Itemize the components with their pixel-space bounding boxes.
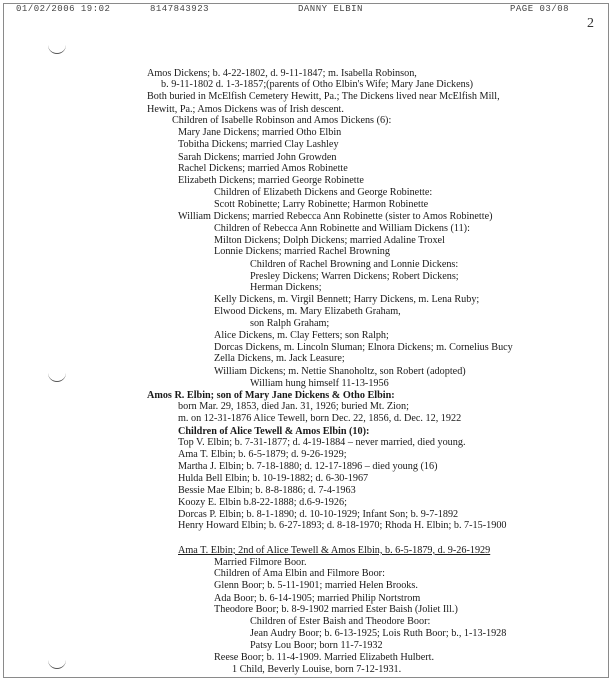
text-line: Zella Dickens, m. Jack Leasure; xyxy=(214,353,345,365)
text-line: Rachel Dickens; married Amos Robinette xyxy=(178,162,348,174)
text-line: Children of Elizabeth Dickens and George Robinette: xyxy=(214,187,433,199)
text-line: b. 9-11-1802 d. 1-3-1857;(parents of Otho Elbin's Wife; Mary Jane Dickens) xyxy=(161,79,474,91)
text-line: Kelly Dickens, m. Virgil Bennett; Harry Dickens, m. Lena Ruby; xyxy=(214,294,480,306)
text-line: Milton Dickens; Dolph Dickens; married Adaline Troxel xyxy=(214,235,445,247)
text-line: Sarah Dickens; married John Growden xyxy=(178,151,337,163)
text-line: Lonnie Dickens; married Rachel Browning xyxy=(214,246,390,258)
text-line: Martha J. Elbin; b. 7-18-1880; d. 12-17-1896 – died young (16) xyxy=(178,461,438,473)
text-line: Dorcas Dickens, m. Lincoln Sluman; Elnora Dickens; m. Cornelius Bucy xyxy=(214,342,513,354)
text-line: Both buried in McElfish Cemetery Hewitt, Pa.; The Dickens lived near McElfish Mill, xyxy=(147,91,500,103)
text-line: 1 Child, Beverly Louise, born 7-12-1931. xyxy=(232,664,402,675)
text-line: Dorcas P. Elbin; b. 8-1-1890; d. 10-10-1929; Infant Son; b. 9-7-1892 xyxy=(178,509,459,521)
fax-sender: DANNY ELBIN xyxy=(298,4,363,14)
section-heading: Amos R. Elbin; son of Mary Jane Dickens & Otho Elbin: xyxy=(147,389,395,401)
text-line: Ada Boor; b. 6-14-1905; married Philip Nortstrom xyxy=(214,592,421,604)
text-line: Reese Boor; b. 11-4-1909. Married Elizabeth Hulbert. xyxy=(214,651,435,663)
text-line: Children of Isabelle Robinson and Amos Dickens (6): xyxy=(172,114,392,126)
text-line: m. on 12-31-1876 Alice Tewell, born Dec. 22, 1856, d. Dec. 12, 1922 xyxy=(178,413,462,425)
text-line: William hung himself 11-13-1956 xyxy=(250,377,389,389)
fax-phone: 8147843923 xyxy=(150,4,210,14)
text-line: Mary Jane Dickens; married Otho Elbin xyxy=(178,127,342,139)
text-line: Children of Ester Baish and Theodore Boor: xyxy=(250,616,431,628)
fax-page-count: PAGE 03/08 xyxy=(510,4,570,14)
text-line: born Mar. 29, 1853, died Jan. 31, 1926; buried Mt. Zion; xyxy=(178,401,409,413)
text-line: Children of Rachel Browning and Lonnie Dickens: xyxy=(250,258,459,270)
text-line: Children of Rebecca Ann Robinette and William Dickens (11): xyxy=(214,222,470,234)
text-line: Tobitha Dickens; married Clay Lashley xyxy=(178,139,339,151)
section-heading: Ama T. Elbin; 2nd of Alice Tewell & Amos Elbin, b. 6-5-1879, d. 9-26-1929 xyxy=(178,544,491,556)
text-line: Theodore Boor; b. 8-9-1902 married Ester Baish (Joliet Ill.) xyxy=(214,603,458,615)
text-line: Alice Dickens, m. Clay Fetters; son Ralph; xyxy=(214,329,389,341)
page-number: 2 xyxy=(587,16,594,31)
section-heading: Children of Alice Tewell & Amos Elbin (10): xyxy=(178,425,370,437)
text-line: William Dickens; m. Nettie Shanoholtz, son Robert (adopted) xyxy=(214,365,466,377)
text-line: Patsy Lou Boor; born 11-7-1932 xyxy=(250,639,383,651)
text-line: Ama T. Elbin; b. 6-5-1879; d. 9-26-1929; xyxy=(178,449,347,461)
text-line: Koozy E. Elbin b.8-22-1888; d.6-9-1926; xyxy=(178,496,347,508)
text-line: William Dickens; married Rebecca Ann Robinette (sister to Amos Robinette) xyxy=(178,210,493,222)
text-line: Jean Audry Boor; b. 6-13-1925; Lois Ruth Boor; b., 1-13-1928 xyxy=(250,628,507,640)
text-line: Herman Dickens; xyxy=(250,281,322,293)
text-line: Presley Dickens; Warren Dickens; Robert Dickens; xyxy=(250,270,459,282)
text-line: Married Filmore Boor. xyxy=(214,557,307,568)
text-line: Elwood Dickens, m. Mary Elizabeth Graham, xyxy=(214,306,401,318)
text-line: Henry Howard Elbin; b. 6-27-1893; d. 8-18-1970; Rhoda H. Elbin; b. 7-15-1900 xyxy=(178,520,507,532)
text-line: Hulda Bell Elbin; b. 10-19-1882; d. 6-30-1967 xyxy=(178,473,369,485)
text-line: son Ralph Graham; xyxy=(250,317,330,329)
fax-datetime: 01/02/2006 19:02 xyxy=(16,4,111,14)
text-line: Hewitt, Pa.; Amos Dickens was of Irish descent. xyxy=(147,103,344,115)
text-line: Glenn Boor; b. 5-11-1901; married Helen Brooks. xyxy=(214,580,418,592)
text-line: Top V. Elbin; b. 7-31-1877; d. 4-19-1884 – never married, died young. xyxy=(178,436,466,448)
text-line: Amos Dickens; b. 4-22-1802, d. 9-11-1847; m. Isabella Robinson, xyxy=(147,68,417,79)
text-line: Children of Ama Elbin and Filmore Boor: xyxy=(214,568,385,580)
text-line: Elizabeth Dickens; married George Robinette xyxy=(178,174,364,186)
text-line: Bessie Mae Elbin; b. 8-8-1886; d. 7-4-1963 xyxy=(178,484,356,496)
text-line: Scott Robinette; Larry Robinette; Harmon Robinette xyxy=(214,199,429,211)
